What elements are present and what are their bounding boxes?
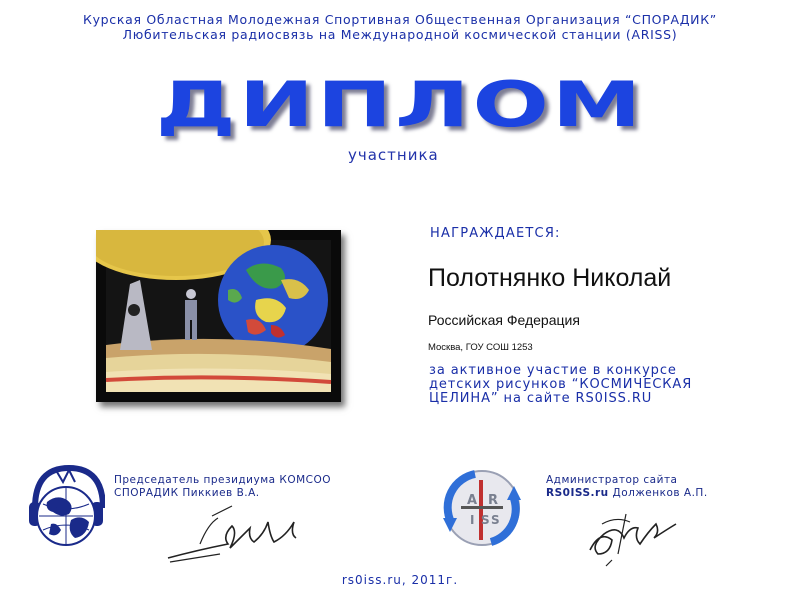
ariss-letter: I bbox=[470, 513, 475, 527]
header-ariss: Любительская радиосвязь на Международной космической станции (ARISS) bbox=[122, 27, 678, 42]
chairman-signature-icon bbox=[160, 496, 300, 571]
diploma-title: ДИПЛОМ bbox=[155, 68, 645, 141]
admin-site: RS0ISS.ru bbox=[546, 487, 609, 499]
admin-signature-icon bbox=[582, 500, 692, 570]
drawing-image bbox=[96, 230, 341, 402]
participant-label: участника bbox=[348, 146, 439, 164]
chairman-title: Председатель президиума КОМСОО bbox=[114, 474, 332, 486]
header-organization: Курская Областная Молодежная Спортивная Общественная Организация “СПОРАДИК” bbox=[83, 12, 717, 27]
award-reason-line-2: детских рисунков “КОСМИЧЕСКАЯ bbox=[429, 377, 693, 392]
award-reason-line-1: за активное участие в конкурсе bbox=[429, 363, 677, 378]
admin-name bbox=[546, 487, 708, 500]
ariss-letter: A bbox=[467, 493, 478, 508]
recipient-name: Полотнянко Николай bbox=[428, 264, 672, 292]
sporadic-logo-icon bbox=[25, 464, 105, 554]
chairman-name: СПОРАДИК Пиккиев В.А. bbox=[114, 487, 260, 499]
recipient-country: Российская Федерация bbox=[428, 312, 580, 328]
award-reason-line-3: ЦЕЛИНА” на сайте RS0ISS.RU bbox=[429, 391, 653, 406]
admin-person: Долженков А.П. bbox=[608, 487, 708, 499]
ariss-letter: R bbox=[488, 493, 499, 508]
admin-title: Администратор сайта bbox=[546, 474, 678, 486]
footer-site-year: rs0iss.ru, 2011г. bbox=[341, 573, 459, 587]
awarded-label: НАГРАЖДАЕТСЯ: bbox=[430, 226, 561, 241]
ariss-letter: S bbox=[481, 513, 490, 527]
recipient-school: Москва, ГОУ СОШ 1253 bbox=[428, 342, 533, 353]
ariss-letter: S bbox=[491, 513, 500, 527]
ariss-logo bbox=[437, 466, 523, 552]
